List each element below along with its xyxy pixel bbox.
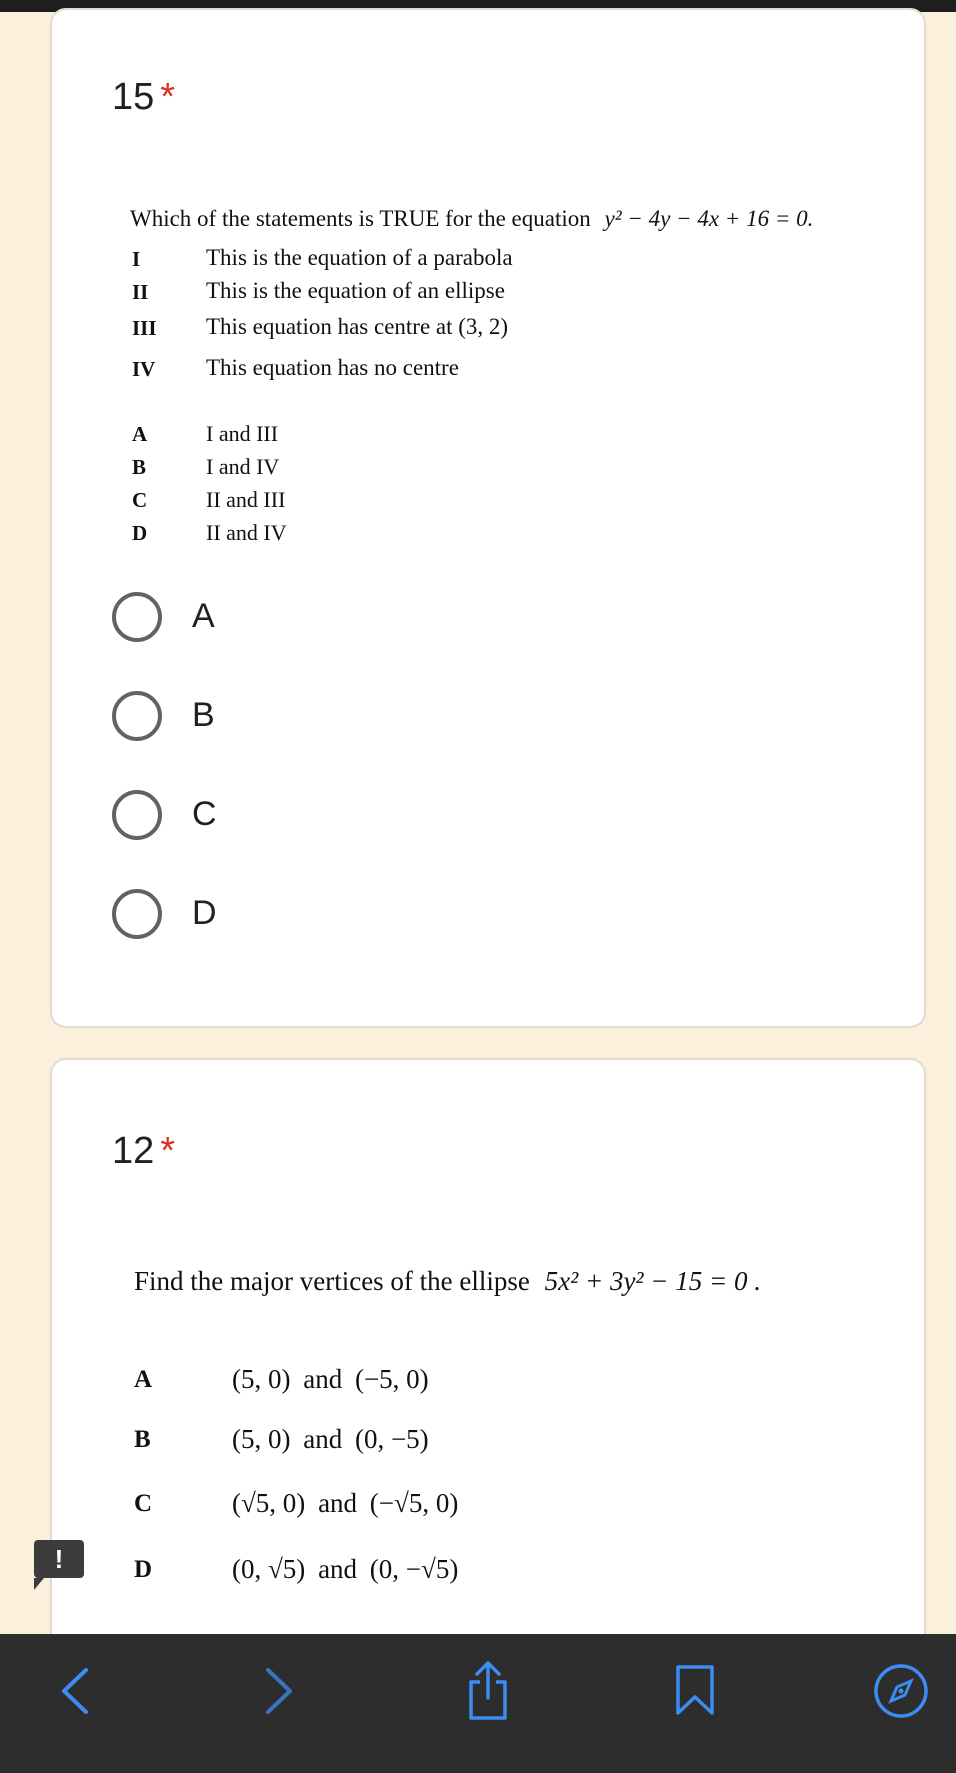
radio-option-a[interactable] (112, 592, 162, 642)
choice-letter: B (134, 1426, 151, 1453)
choice-letter: D (134, 1556, 153, 1583)
choice-text: II and IV (206, 520, 287, 545)
choice-letter: C (132, 488, 148, 512)
choice-text: I and III (206, 421, 279, 446)
radio-label-c[interactable]: C (192, 795, 217, 833)
back-icon[interactable] (40, 1656, 110, 1726)
radio-option-d[interactable] (112, 889, 162, 939)
choice-answer: (5, 0) and (0, −5) (232, 1424, 429, 1454)
share-icon[interactable] (453, 1656, 523, 1726)
feedback-flag-icon[interactable]: ! (34, 1540, 84, 1578)
question-number: 12 * (112, 1130, 176, 1172)
choice-letter: D (132, 521, 148, 545)
question-equation: 5x² + 3y² − 15 = 0 . (544, 1266, 761, 1296)
forward-icon[interactable] (244, 1656, 314, 1726)
required-asterisk: * (160, 1130, 176, 1172)
statement-numeral: I (132, 247, 141, 271)
statement-text: This is the equation of a parabola (206, 245, 513, 270)
choice-letter: C (134, 1490, 153, 1517)
statement-numeral: II (132, 280, 149, 304)
choice-answer: (√5, 0) and (−√5, 0) (232, 1488, 459, 1518)
question-stem: Find the major vertices of the ellipse 5x² + 3y² − 15 = 0 . (134, 1266, 761, 1296)
question-number: 15 * (112, 76, 176, 118)
choice-text: II and III (206, 487, 286, 512)
radio-option-b[interactable] (112, 691, 162, 741)
statement-numeral: III (132, 316, 157, 340)
radio-option-c[interactable] (112, 790, 162, 840)
choice-letter: B (132, 455, 147, 479)
required-asterisk: * (160, 76, 176, 118)
question-equation: y² − 4y − 4x + 16 = 0. (604, 206, 814, 231)
choice-text: I and IV (206, 454, 280, 479)
statement-numeral: IV (132, 357, 156, 381)
question-card-15 (50, 8, 926, 1028)
compass-icon[interactable] (866, 1656, 936, 1726)
choice-answer: (0, √5) and (0, −√5) (232, 1554, 459, 1584)
choice-letter: A (132, 422, 148, 446)
radio-label-b[interactable]: B (192, 696, 215, 734)
statement-text: This is the equation of an ellipse (206, 278, 505, 303)
radio-label-a[interactable]: A (192, 597, 215, 635)
bookmarks-icon[interactable] (660, 1656, 730, 1726)
statement-text: This equation has centre at (3, 2) (206, 314, 509, 339)
statement-text: This equation has no centre (206, 355, 459, 380)
choice-letter: A (134, 1366, 153, 1393)
radio-label-d[interactable]: D (192, 894, 217, 932)
question-stem: Which of the statements is TRUE for the equation y² − 4y − 4x + 16 = 0. (130, 206, 814, 231)
browser-toolbar (0, 1634, 956, 1773)
choice-answer: (5, 0) and (−5, 0) (232, 1364, 429, 1394)
